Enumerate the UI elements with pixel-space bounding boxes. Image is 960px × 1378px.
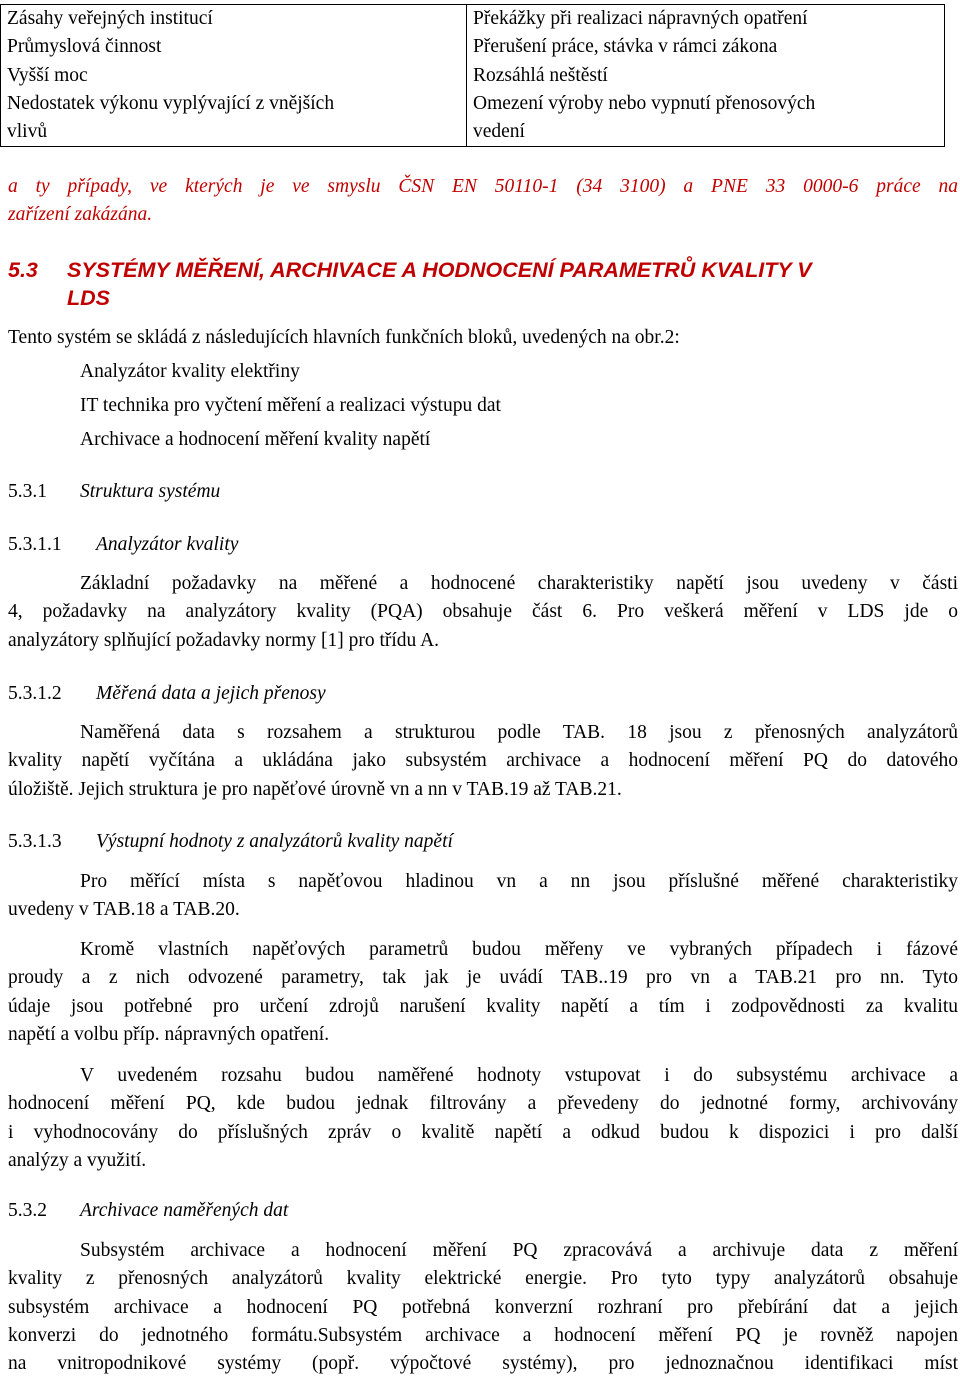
table-line: Zásahy veřejných institucí: [7, 8, 213, 29]
block-item: IT technika pro vyčtení měření a realizaci výstupu dat: [80, 395, 501, 416]
section-title-cont: LDS: [67, 286, 110, 310]
heading-number: 5.3.1.2: [8, 683, 62, 704]
heading-number: 5.3.2: [8, 1200, 47, 1221]
paragraph-line: konverzi do jednotného formátu.Subsystém archivace a hodnocení měření PQ je rovněž napojen: [8, 1324, 958, 1346]
paragraph-line: V uvedeném rozsahu budou naměřené hodnoty vstupovat i do subsystému archivace a: [80, 1065, 958, 1086]
paragraph-line: analyzátory splňující požadavky normy [1] pro třídu A.: [8, 629, 440, 651]
red-note-line: a ty případy, ve kterých je ve smyslu ČSN EN 50110-1 (34 3100) a PNE 33 0000-6 práce na: [8, 176, 958, 197]
paragraph-line: hodnocení měření PQ, kde budou jednak filtrovány a převedeny do jednotné formy, archivovány: [8, 1093, 958, 1115]
paragraph-line: úložiště. Jejich struktura je pro napěťové úrovně vn a nn v TAB.19 až TAB.21.: [8, 778, 622, 800]
heading-5-3-1: [8, 478, 220, 506]
paragraph-line: kvality napětí vyčítána a ukládána jako subsystém archivace a hodnocení měření PQ do datového: [8, 750, 958, 772]
paragraph-line: údaje jsou potřebné pro určení zdrojů narušení kvality napětí a tím i zodpovědnosti za kvalitu: [8, 995, 958, 1017]
table-line: Rozsáhlá neštěstí: [473, 64, 608, 86]
heading-5-3-1-3: [8, 828, 453, 856]
paragraph-data: [8, 719, 958, 804]
paragraph-line: proudy a z nich odvozené parametry, tak jak je uvádí TAB..19 pro vn a TAB.21 pro nn. Tyto: [8, 967, 958, 989]
heading-title: Analyzátor kvality: [96, 534, 239, 555]
heading-title: Výstupní hodnoty z analyzátorů kvality napětí: [96, 831, 453, 852]
paragraph-line: Pro měřící místa s napěťovou hladinou vn a nn jsou příslušné měřené charakteristiky: [80, 871, 958, 892]
block-item: Archivace a hodnocení měření kvality napětí: [80, 429, 431, 450]
table-line: vlivů: [7, 121, 48, 143]
table-cell-left: [1, 5, 467, 147]
section-number: 5.3: [8, 258, 38, 282]
paragraph-line: analýzy a využití.: [8, 1149, 147, 1171]
paragraph-line: kvality z přenosných analyzátorů kvality elektrické energie. Pro tyto typy analyzátorů obsahuje: [8, 1268, 958, 1290]
heading-number: 5.3.1: [8, 481, 47, 502]
table-line: Vyšší moc: [7, 64, 88, 86]
red-note: [8, 173, 958, 230]
paragraph-line: uvedeny v TAB.18 a TAB.20.: [8, 899, 240, 921]
heading-5-3-1-2: [8, 680, 326, 708]
heading-5-3-1-1: [8, 531, 238, 559]
paragraph-line: subsystém archivace a hodnocení PQ potřebná konverzní rozhraní pro přebírání dat a jejich: [8, 1296, 958, 1318]
paragraph-line: Základní požadavky na měřené a hodnocené charakteristiky napětí jsou uvedeny v části: [80, 573, 958, 594]
table-line: Nedostatek výkonu vyplývající z vnějších: [7, 92, 335, 114]
table-line: Přerušení práce, stávka v rámci zákona: [473, 36, 778, 58]
section-heading-5-3: [8, 256, 812, 312]
heading-5-3-2: [8, 1197, 288, 1225]
block-item: Analyzátor kvality elektřiny: [80, 361, 300, 382]
paragraph-line: Kromě vlastních napěťových parametrů budou měřeny ve vybraných případech i fázové: [80, 939, 958, 960]
heading-title: Archivace naměřených dat: [80, 1200, 289, 1221]
table-cell-right: [467, 5, 945, 147]
table-line: Průmyslová činnost: [7, 36, 162, 58]
paragraph-line: napětí a volbu příp. nápravných opatření.: [8, 1023, 330, 1045]
paragraph-output-1: [8, 868, 958, 925]
section-title: SYSTÉMY MĚŘENÍ, ARCHIVACE A HODNOCENÍ PARAMETRŮ KVALITY V: [67, 258, 812, 282]
conditions-table: [0, 4, 945, 147]
paragraph-line: 4, požadavky na analyzátory kvality (PQA) obsahuje část 6. Pro veškerá měření v LDS jde o: [8, 601, 958, 623]
heading-title: Měřená data a jejich přenosy: [96, 683, 326, 704]
paragraph-output-2: [8, 936, 958, 1049]
table-line: Překážky při realizaci nápravných opatření: [473, 8, 808, 29]
table-line: vedení: [473, 121, 525, 143]
heading-number: 5.3.1.3: [8, 831, 62, 852]
paragraph-output-3: [8, 1062, 958, 1175]
intro-text: Tento systém se skládá z následujících hlavních funkčních bloků, uvedených na obr.2:: [8, 327, 680, 348]
paragraph-line: i vyhodnocovány do příslušných zpráv o kvalitě napětí a odkud budou k dispozici i pro další: [8, 1121, 958, 1143]
heading-number: 5.3.1.1: [8, 534, 62, 555]
paragraph-archive: [8, 1237, 958, 1378]
paragraph-analyzer: [8, 570, 958, 655]
paragraph-line: Naměřená data s rozsahem a strukturou podle TAB. 18 jsou z přenosných analyzátorů: [80, 722, 958, 743]
red-note-line: zařízení zakázána.: [8, 204, 153, 226]
heading-title: Struktura systému: [80, 481, 221, 502]
paragraph-line: Subsystém archivace a hodnocení měření PQ zpracovává a archivuje data z měření: [80, 1240, 958, 1261]
paragraph-line: na vnitropodnikové systémy (popř. výpočtové systémy), pro jednoznačnou identifikaci míst: [8, 1353, 958, 1375]
table-line: Omezení výroby nebo vypnutí přenosových: [473, 92, 816, 114]
